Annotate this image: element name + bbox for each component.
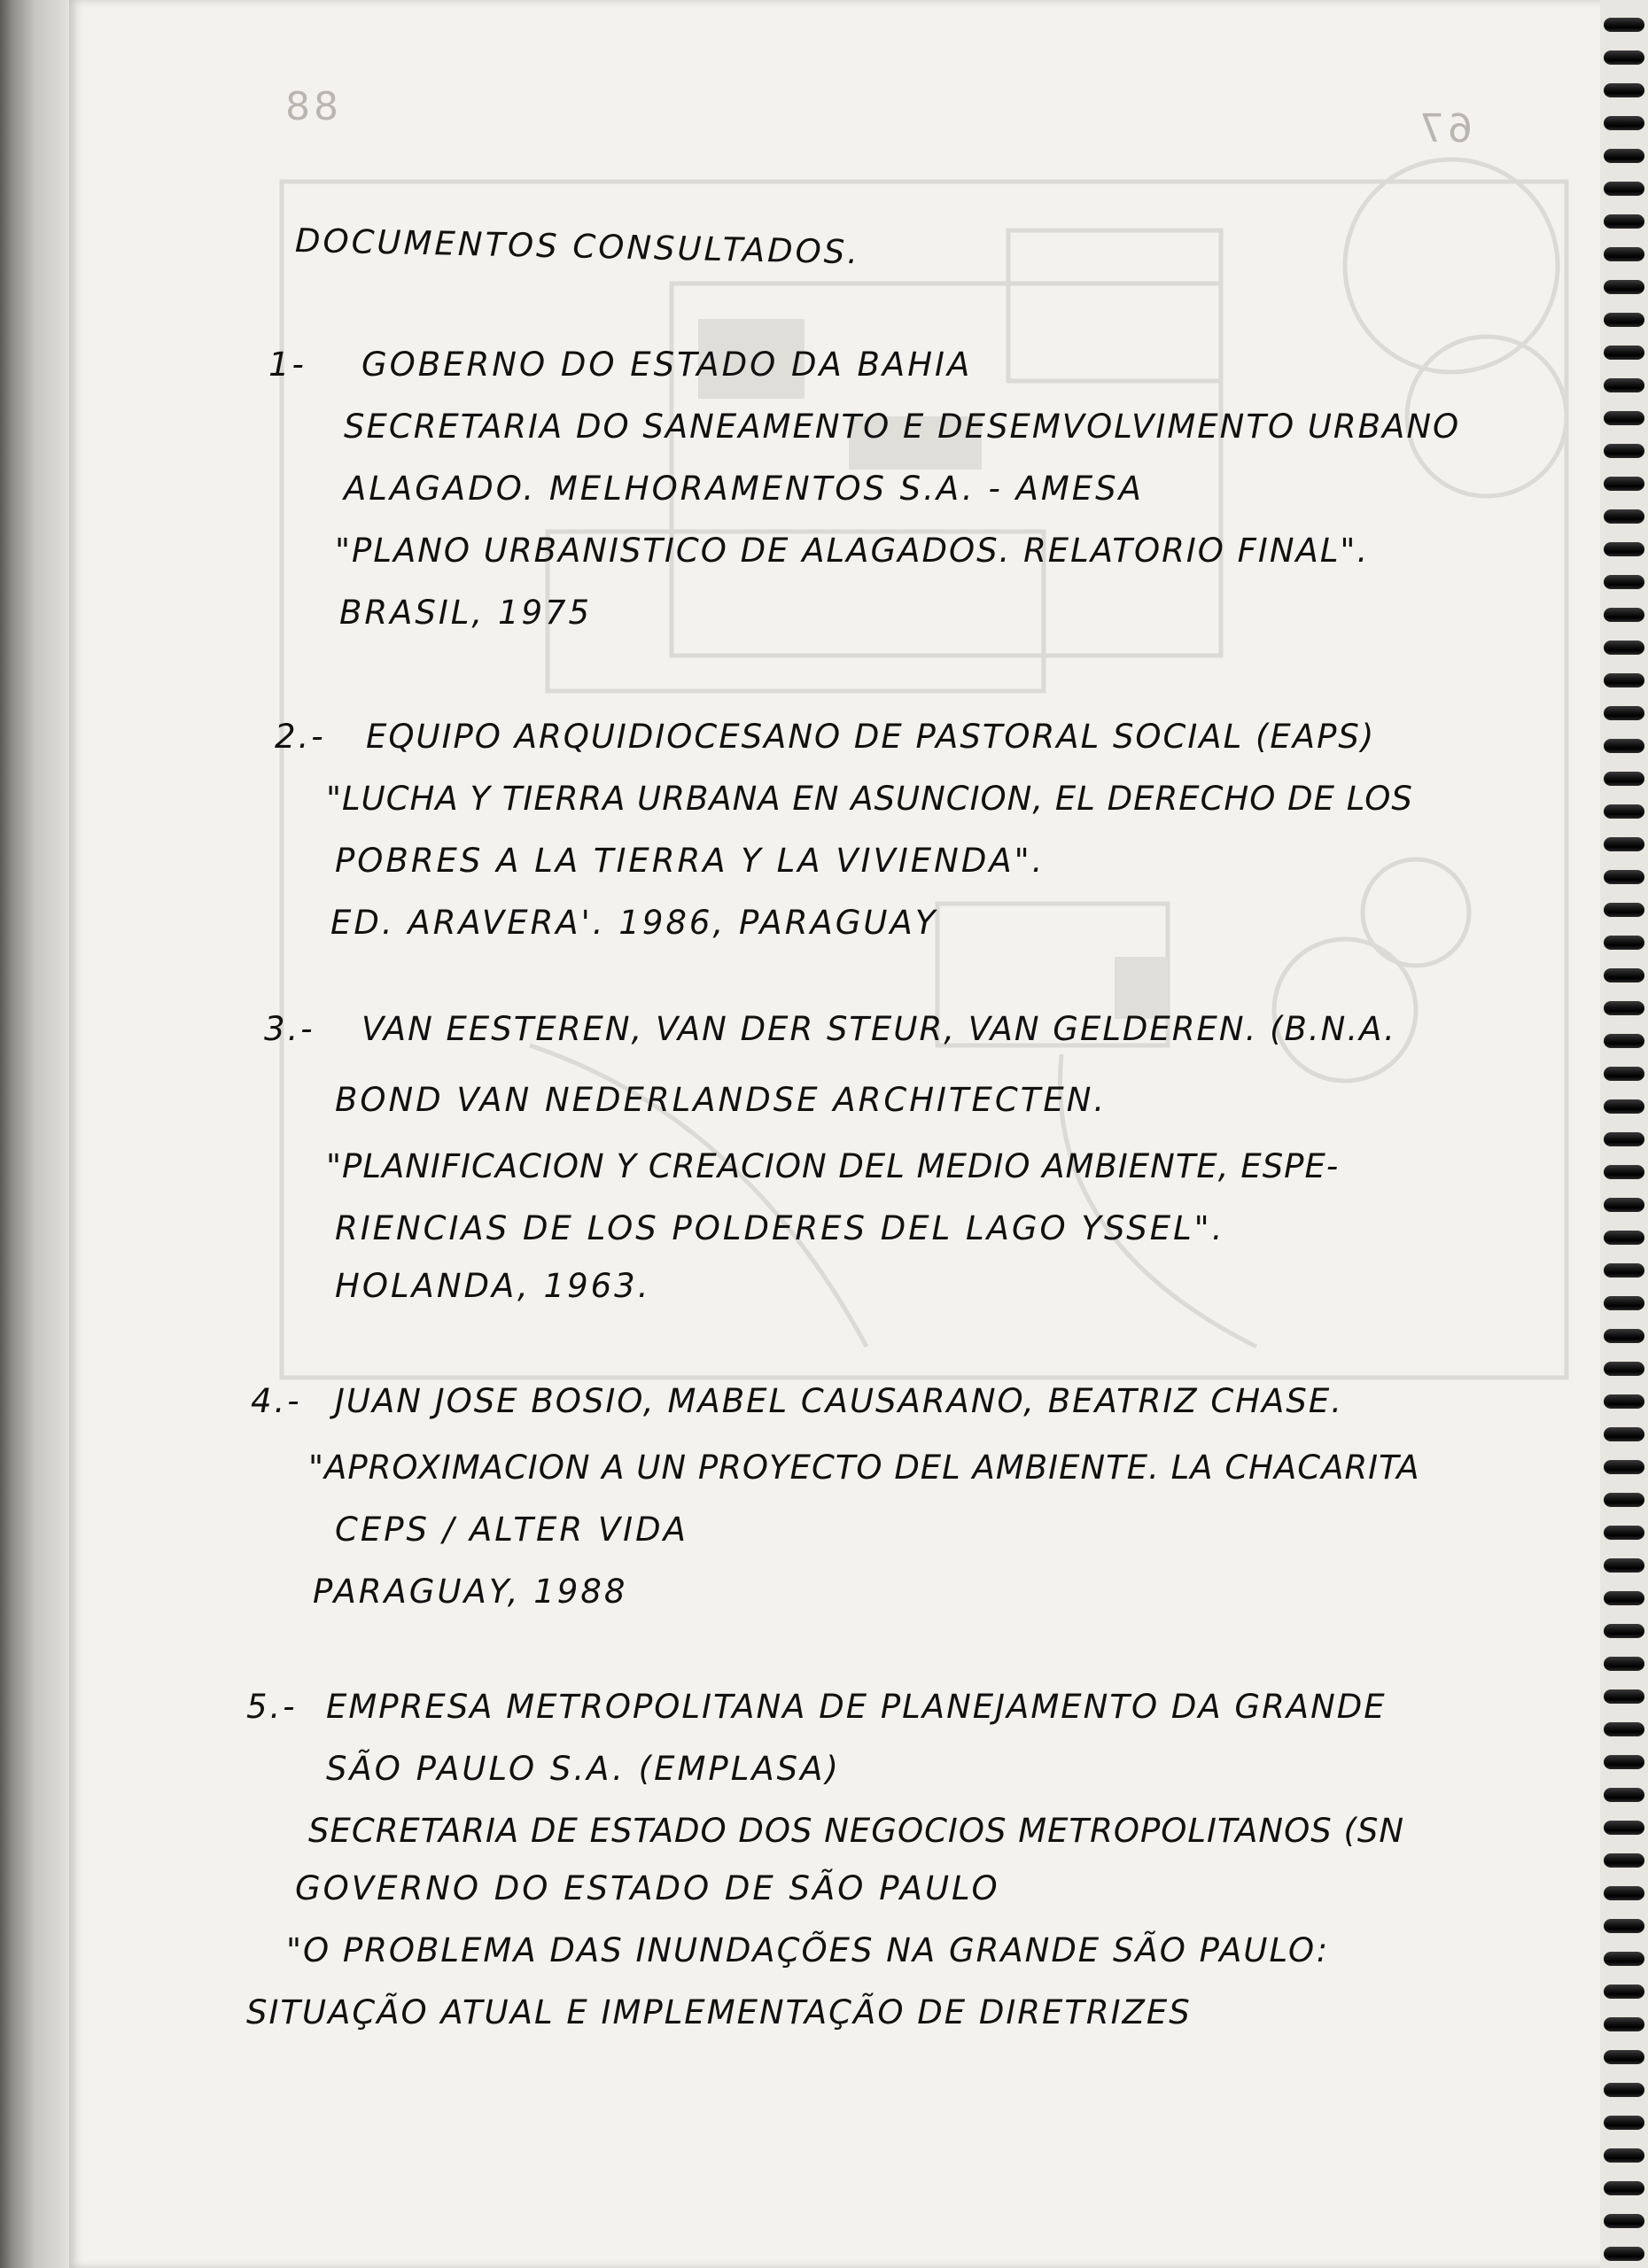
spiral-coil (1604, 1558, 1644, 1573)
spiral-coil (1604, 1165, 1644, 1179)
spiral-coil (1604, 837, 1644, 851)
spiral-coil (1604, 411, 1644, 425)
entry-number: 5.- (246, 1688, 298, 1726)
spiral-coil (1604, 772, 1644, 786)
ghost-page-number-right: 67 (1416, 106, 1473, 151)
entry-line: HOLANDA, 1963. (335, 1267, 651, 1305)
spiral-coil (1604, 1067, 1644, 1081)
entry-line: BOND VAN NEDERLANDSE ARCHITECTEN. (335, 1081, 1108, 1119)
entry-line: GOBERNO DO ESTADO DA BAHIA (361, 346, 973, 384)
spiral-coil (1604, 1624, 1644, 1638)
spiral-coil (1604, 1198, 1644, 1212)
spiral-coil (1604, 280, 1644, 294)
spiral-coil (1604, 18, 1644, 32)
spiral-binding (1600, 0, 1648, 2268)
show-through-drawing (69, 0, 1615, 2268)
entry-line: SECRETARIA DE ESTADO DOS NEGOCIOS METROPOLITANOS (SN (308, 1812, 1405, 1850)
spiral-coil (1604, 1722, 1644, 1736)
spiral-coil (1604, 2116, 1644, 2130)
spiral-coil (1604, 444, 1644, 458)
spiral-coil (1604, 1362, 1644, 1376)
spiral-coil (1604, 608, 1644, 622)
spiral-coil (1604, 2050, 1644, 2064)
spiral-coil (1604, 1460, 1644, 1474)
spiral-coil (1604, 1296, 1644, 1310)
entry-line: SÃO PAULO S.A. (EMPLASA) (326, 1750, 841, 1788)
spiral-coil (1604, 2214, 1644, 2228)
spiral-coil (1604, 1657, 1644, 1671)
page-title: DOCUMENTOS CONSULTADOS. (294, 221, 861, 272)
spiral-coil (1604, 968, 1644, 983)
spiral-coil (1604, 346, 1644, 360)
spiral-coil (1604, 1263, 1644, 1278)
spiral-coil (1604, 1853, 1644, 1868)
spiral-coil (1604, 1099, 1644, 1114)
entry-line: SECRETARIA DO SANEAMENTO E DESEMVOLVIMENTO URBANO (344, 408, 1461, 446)
spiral-coil (1604, 2017, 1644, 2031)
spiral-coil (1604, 936, 1644, 950)
entry-line: JUAN JOSE BOSIO, MABEL CAUSARANO, BEATRIZ CHASE. (335, 1382, 1343, 1420)
spiral-coil (1604, 182, 1644, 196)
spiral-coil (1604, 1034, 1644, 1048)
spiral-coil (1604, 2148, 1644, 2163)
spiral-coil (1604, 1952, 1644, 1966)
spiral-coil (1604, 509, 1644, 524)
spiral-coil (1604, 378, 1644, 392)
entry-line: "PLANIFICACION Y CREACION DEL MEDIO AMBIENTE, ESPE- (326, 1147, 1340, 1185)
spiral-coil (1604, 1493, 1644, 1507)
entry-line: "APROXIMACION A UN PROYECTO DEL AMBIENTE. LA CHACARITA (308, 1449, 1420, 1487)
entry-line: EMPRESA METROPOLITANA DE PLANEJAMENTO DA GRANDE (326, 1688, 1387, 1726)
spiral-coil (1604, 641, 1644, 655)
entry-line: POBRES A LA TIERRA Y LA VIVIENDA". (335, 842, 1046, 880)
spiral-coil (1604, 1231, 1644, 1245)
spiral-coil (1604, 1821, 1644, 1835)
spiral-coil (1604, 247, 1644, 261)
spiral-coil (1604, 1427, 1644, 1441)
spiral-coil (1604, 1394, 1644, 1409)
spiral-coil (1604, 1984, 1644, 1999)
spiral-coil (1604, 1132, 1644, 1146)
entry-number: 1- (268, 346, 307, 384)
spiral-coil (1604, 1886, 1644, 1900)
spiral-coil (1604, 1329, 1644, 1343)
entry-number: 2.- (275, 718, 326, 756)
spiral-coil (1604, 903, 1644, 917)
entry-line: PARAGUAY, 1988 (313, 1573, 628, 1611)
ghost-page-number-left: 88 (282, 84, 338, 129)
spiral-coil (1604, 1526, 1644, 1540)
entry-line: ALAGADO. MELHORAMENTOS S.A. - AMESA (344, 470, 1144, 508)
entry-line: SITUAÇÃO ATUAL E IMPLEMENTAÇÃO DE DIRETRIZES (246, 1993, 1192, 2031)
spiral-coil (1604, 673, 1644, 687)
spiral-coil (1604, 1755, 1644, 1769)
spiral-coil (1604, 804, 1644, 819)
spiral-coil (1604, 149, 1644, 163)
paper-sheet (69, 0, 1615, 2268)
entry-line: VAN EESTEREN, VAN DER STEUR, VAN GELDEREN. (B.N.A. (361, 1010, 1396, 1048)
spiral-coil (1604, 575, 1644, 589)
entry-line: BRASIL, 1975 (339, 594, 593, 632)
entry-number: 3.- (264, 1010, 315, 1048)
spiral-coil (1604, 2181, 1644, 2195)
spiral-coil (1604, 706, 1644, 720)
entry-number: 4.- (251, 1382, 302, 1420)
spiral-coil (1604, 2083, 1644, 2097)
spiral-coil (1604, 50, 1644, 65)
spiral-coil (1604, 1591, 1644, 1605)
entry-line: "O PROBLEMA DAS INUNDAÇÕES NA GRANDE SÃO PAULO: (286, 1931, 1330, 1969)
entry-line: "PLANO URBANISTICO DE ALAGADOS. RELATORIO FINAL". (335, 532, 1370, 570)
entry-line: "LUCHA Y TIERRA URBANA EN ASUNCION, EL DERECHO DE LOS (326, 780, 1413, 818)
entry-line: ED. ARAVERA'. 1986, PARAGUAY (330, 904, 938, 942)
spiral-coil (1604, 477, 1644, 491)
spiral-coil (1604, 542, 1644, 556)
spiral-coil (1604, 1001, 1644, 1015)
spiral-coil (1604, 313, 1644, 327)
entry-line: CEPS / ALTER VIDA (335, 1511, 688, 1549)
entry-line: EQUIPO ARQUIDIOCESANO DE PASTORAL SOCIAL (EAPS) (366, 718, 1376, 756)
spiral-coil (1604, 739, 1644, 753)
spiral-coil (1604, 2247, 1644, 2261)
spiral-coil (1604, 1919, 1644, 1933)
spiral-coil (1604, 870, 1644, 884)
spiral-coil (1604, 1689, 1644, 1704)
spiral-coil (1604, 1788, 1644, 1802)
entry-line: RIENCIAS DE LOS POLDERES DEL LAGO YSSEL". (335, 1209, 1225, 1247)
entry-line: GOVERNO DO ESTADO DE SÃO PAULO (295, 1869, 1000, 1907)
spiral-coil (1604, 214, 1644, 229)
spiral-coil (1604, 83, 1644, 97)
spiral-coil (1604, 116, 1644, 130)
